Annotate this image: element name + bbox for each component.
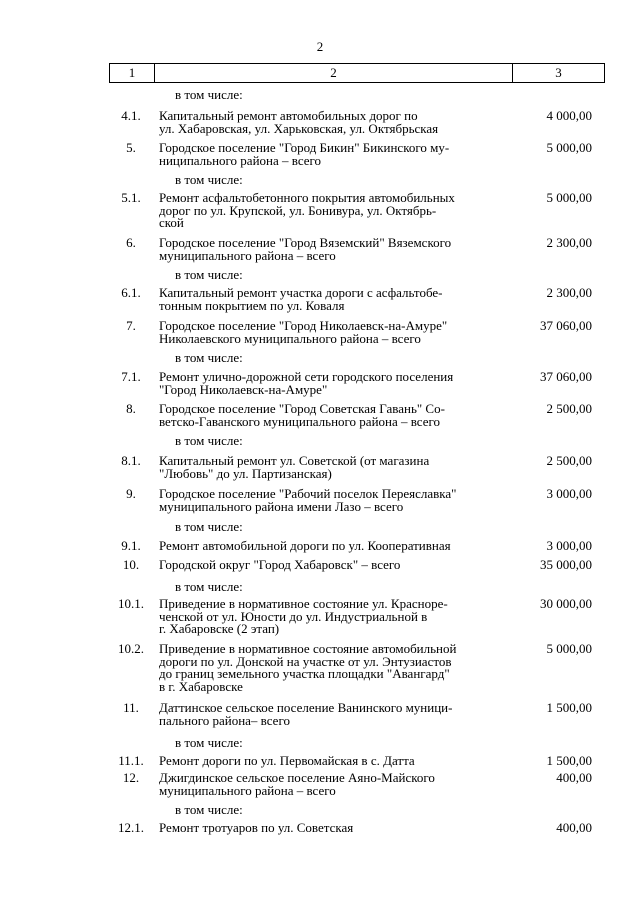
row-number: 11.1. — [118, 753, 144, 768]
row-number: 11. — [123, 700, 139, 715]
row-description: в том числе: — [175, 579, 243, 594]
row-amount: 3 000,00 — [546, 486, 592, 501]
row-amount: 3 000,00 — [546, 538, 592, 553]
row-number: 10. — [122, 557, 140, 572]
row-amount: 1 500,00 — [546, 753, 592, 768]
row-description: Городское поселение "Город Бикин" Бикинского му- ниципального района – всего — [159, 140, 450, 168]
row-description: Городское поселение "Город Николаевск-на-Амуре" Николаевского муниципального района – всего — [159, 318, 448, 346]
row-amount: 1 500,00 — [546, 700, 592, 715]
row-amount: 5 000,00 — [546, 140, 592, 155]
row-description: Капитальный ремонт автомобильных дорог по ул. Хабаровская, ул. Харьковская, ул. Октябрьская — [159, 108, 439, 136]
row-description: Ремонт тротуаров по ул. Советская — [159, 820, 354, 835]
row-description: Городское поселение "Город Советская Гавань" Со- ветско-Гаванского муниципального района – всего — [159, 401, 445, 429]
row-number: 6. — [126, 235, 136, 250]
row-description: Ремонт улично-дорожной сети городского поселения "Город Николаевск-на-Амуре" — [159, 369, 454, 397]
row-amount: 5 000,00 — [546, 190, 592, 205]
row-amount: 37 060,00 — [540, 318, 592, 333]
row-number: 10.2. — [118, 641, 144, 656]
row-number: 8. — [126, 401, 136, 416]
row-number: 5.1. — [121, 190, 141, 205]
table-header — [109, 63, 605, 83]
row-number: 6.1. — [121, 285, 141, 300]
header-col-1: 1 — [110, 64, 155, 82]
row-number: 8.1. — [121, 453, 141, 468]
row-amount: 2 300,00 — [546, 285, 592, 300]
row-description: в том числе: — [175, 267, 243, 282]
row-description: Приведение в нормативное состояние ул. Красноре- ченской от ул. Юности до ул. Индустриальной в г. Хабаровске (2 этап) — [159, 596, 448, 636]
row-description: в том числе: — [175, 433, 243, 448]
row-amount: 2 500,00 — [546, 453, 592, 468]
row-description: Городской округ "Город Хабаровск" – всего — [159, 557, 401, 572]
row-number: 4.1. — [121, 108, 141, 123]
row-amount: 37 060,00 — [540, 369, 592, 384]
row-description: Городское поселение "Город Вяземский" Вяземского муниципального района – всего — [159, 235, 452, 263]
row-description: в том числе: — [175, 172, 243, 187]
row-description: в том числе: — [175, 87, 243, 102]
row-description: в том числе: — [175, 519, 243, 534]
row-number: 9. — [126, 486, 136, 501]
row-description: в том числе: — [175, 802, 243, 817]
row-amount: 4 000,00 — [546, 108, 592, 123]
row-description: Приведение в нормативное состояние автомобильной дороги по ул. Донской на участке от ул. Энтузиастов до границ земельного участка площадки "Авангард" в г. Хабаровске — [159, 641, 457, 694]
row-number: 12.1. — [118, 820, 144, 835]
row-description: Даттинское сельское поселение Ванинского муници- пального района– всего — [159, 700, 453, 728]
header-col-3: 3 — [555, 65, 562, 80]
row-description: Капитальный ремонт участка дороги с асфальтобе- тонным покрытием по ул. Коваля — [159, 285, 443, 313]
row-amount: 2 500,00 — [546, 401, 592, 416]
row-description: в том числе: — [175, 350, 243, 365]
row-amount: 400,00 — [556, 820, 592, 835]
row-description: Ремонт дороги по ул. Первомайская в с. Датта — [159, 753, 415, 768]
row-description: Капитальный ремонт ул. Советской (от магазина "Любовь" до ул. Партизанская) — [159, 453, 430, 481]
row-description: Ремонт асфальтобетонного покрытия автомобильных дорог по ул. Крупской, ул. Бонивура, ул. Октябрь- ской — [159, 190, 455, 230]
header-col-2: 2 — [155, 64, 513, 82]
row-amount: 35 000,00 — [540, 557, 592, 572]
row-description: Джигдинское сельское поселение Аяно-Майского муниципального района – всего — [159, 770, 435, 798]
row-amount: 400,00 — [556, 770, 592, 785]
row-number: 12. — [122, 770, 140, 785]
page-number: 2 — [316, 39, 324, 54]
row-number: 9.1. — [121, 538, 141, 553]
row-amount: 5 000,00 — [546, 641, 592, 656]
row-amount: 2 300,00 — [546, 235, 592, 250]
row-number: 7.1. — [121, 369, 141, 384]
row-number: 10.1. — [118, 596, 144, 611]
row-number: 7. — [126, 318, 136, 333]
row-amount: 30 000,00 — [540, 596, 592, 611]
row-description: Городское поселение "Рабочий поселок Переяславка" муниципального района имени Лазо – всего — [159, 486, 457, 514]
row-description: Ремонт автомобильной дороги по ул. Кооперативная — [159, 538, 451, 553]
row-number: 5. — [126, 140, 136, 155]
row-description: в том числе: — [175, 735, 243, 750]
